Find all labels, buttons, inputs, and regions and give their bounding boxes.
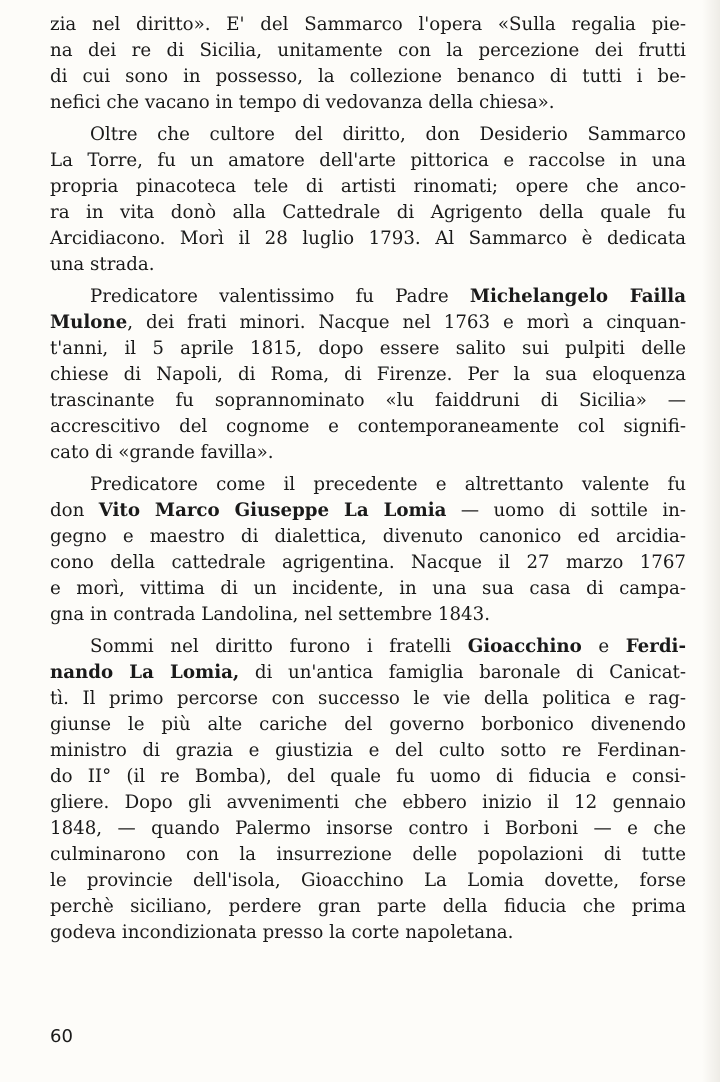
body-text [50, 12, 686, 946]
text-run: chiese di Napoli, di Roma, di Firenze. Per la sua eloquenza [50, 364, 686, 385]
text-run: tì. Il primo percorse con successo le vie della politica e rag- [50, 688, 686, 709]
text-run: Sommi nel diritto furono i fratelli [90, 636, 468, 657]
text-line [50, 576, 686, 602]
text-run: di cui sono in possesso, la collezione benanco di tutti i be- [50, 66, 686, 87]
text-line [50, 498, 686, 524]
text-run: propria pinacoteca tele di artisti rinomati; opere che anco- [50, 176, 686, 197]
text-run: accrescitivo del cognome e contemporaneamente col signifi- [50, 416, 686, 437]
text-line [50, 148, 686, 174]
text-run: don [50, 500, 99, 521]
text-run: Predicatore come il precedente e altrettanto valente fu [90, 474, 686, 495]
text-line [50, 550, 686, 576]
text-run: na dei re di Sicilia, unitamente con la percezione dei frutti [50, 40, 686, 61]
text-line [50, 64, 686, 90]
text-run: La Torre, fu un amatore dell'arte pittorica e raccolse in una [50, 150, 686, 171]
text-run: godeva incondizionata presso la corte napoletana. [50, 922, 514, 943]
text-run: di un'antica famiglia baronale di Canicat- [239, 662, 686, 683]
text-run: , dei frati minori. Nacque nel 1763 e morì a cinquan- [127, 312, 686, 333]
bold-name: Mulone [50, 312, 128, 333]
text-run: do II° (il re Bomba), del quale fu uomo di fiducia e consi- [50, 766, 686, 787]
text-line [50, 764, 686, 790]
text-run: ministro di grazia e giustizia e del culto sotto re Ferdinan- [50, 740, 686, 761]
text-line [50, 310, 686, 336]
text-line [50, 336, 686, 362]
text-run: gna in contrada Landolina, nel settembre 1843. [50, 604, 490, 625]
text-line [50, 388, 686, 414]
text-line [50, 472, 686, 498]
text-line [50, 284, 686, 310]
text-line [50, 868, 686, 894]
text-line [50, 920, 686, 946]
bold-name: Ferdi- [625, 636, 686, 657]
text-run: cono della cattedrale agrigentina. Nacque il 27 marzo 1767 [50, 552, 686, 573]
text-line [50, 738, 686, 764]
bold-name: Michelangelo Failla [469, 286, 686, 307]
text-run: 1848, — quando Palermo insorse contro i Borboni — e che [50, 818, 686, 839]
text-line [50, 414, 686, 440]
text-line [50, 90, 686, 116]
text-run: perchè siciliano, perdere gran parte della fiducia che prima [50, 896, 686, 917]
text-line [50, 12, 686, 38]
text-line [50, 790, 686, 816]
text-run: Oltre che cultore del diritto, don Desiderio Sammarco [90, 124, 686, 145]
text-run: — uomo di sottile in- [446, 500, 687, 521]
text-run: gliere. Dopo gli avvenimenti che ebbero inizio il 12 gennaio [50, 792, 686, 813]
text-line [50, 362, 686, 388]
text-run: le provincie dell'isola, Gioacchino La Lomia dovette, forse [50, 870, 686, 891]
text-line [50, 602, 686, 628]
page-edge-shadow [702, 0, 720, 1082]
text-line [50, 712, 686, 738]
text-run: cato di «grande favilla». [50, 442, 274, 463]
text-line [50, 440, 686, 466]
text-line [50, 174, 686, 200]
text-run: trascinante fu soprannominato «lu faiddruni di Sicilia» — [50, 390, 686, 411]
text-run: zia nel diritto». E' del Sammarco l'opera «Sulla regalia pie- [50, 14, 686, 35]
text-line [50, 816, 686, 842]
text-line [50, 660, 686, 686]
text-line [50, 842, 686, 868]
text-run: Arcidiacono. Morì il 28 luglio 1793. Al Sammarco è dedicata [50, 228, 686, 249]
bold-name: Vito Marco Giuseppe La Lomia [98, 500, 447, 521]
bold-name: nando La Lomia, [50, 662, 240, 683]
text-line [50, 524, 686, 550]
text-run: Predicatore valentissimo fu Padre [90, 286, 470, 307]
text-run: una strada. [50, 254, 155, 275]
text-run: giunse le più alte cariche del governo borbonico divenendo [50, 714, 686, 735]
text-run: e morì, vittima di un incidente, in una sua casa di campa- [50, 578, 686, 599]
text-line [50, 252, 686, 278]
text-run: e [581, 636, 626, 657]
text-run: culminarono con la insurrezione delle popolazioni di tutte [50, 844, 686, 865]
text-run: ra in vita donò alla Cattedrale di Agrigento della quale fu [50, 202, 686, 223]
text-run: gegno e maestro di dialettica, divenuto canonico ed arcidia- [50, 526, 686, 547]
page-number: 60 [50, 1026, 73, 1047]
text-run: nefici che vacano in tempo di vedovanza della chiesa». [50, 92, 555, 113]
bold-name: Gioacchino [467, 636, 582, 657]
text-line [50, 226, 686, 252]
text-line [50, 200, 686, 226]
text-line [50, 634, 686, 660]
text-line [50, 894, 686, 920]
text-line [50, 38, 686, 64]
text-run: t'anni, il 5 aprile 1815, dopo essere salito sui pulpiti delle [50, 338, 686, 359]
text-line [50, 686, 686, 712]
text-line [50, 122, 686, 148]
